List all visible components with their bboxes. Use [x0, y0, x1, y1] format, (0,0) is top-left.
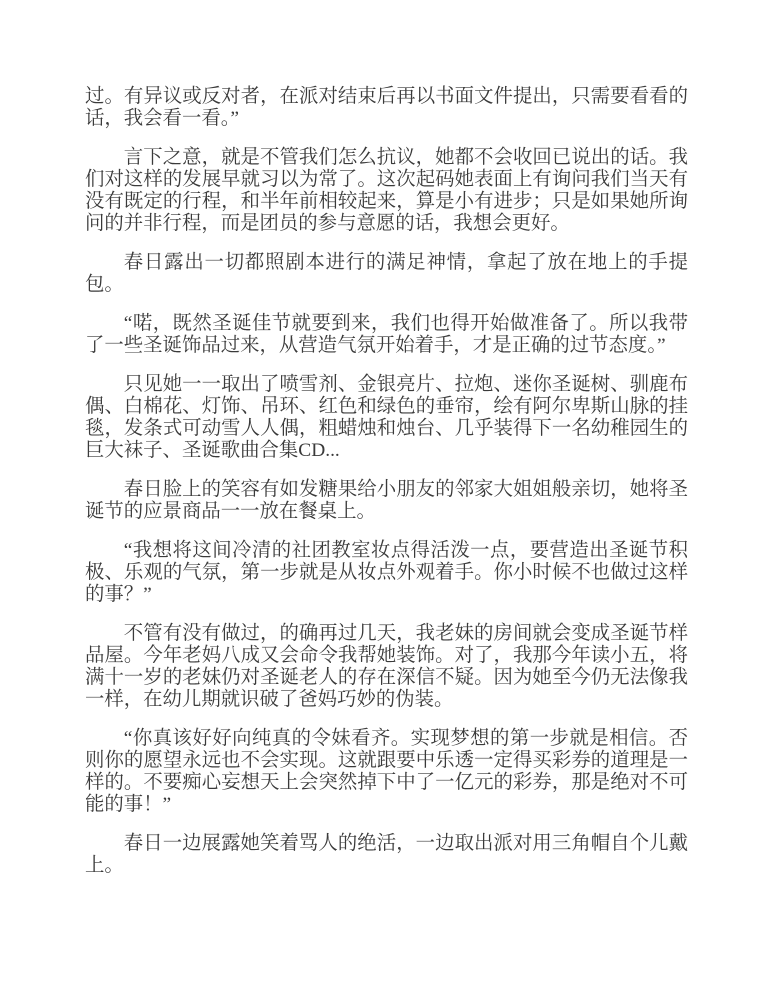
paragraph-4: “喏，既然圣诞佳节就要到来，我们也得开始做准备了。所以我带了一些圣诞饰品过来，从营造气氛开始着手，才是正确的过节态度。”	[85, 313, 688, 356]
paragraph-9: “你真该好好向纯真的令妹看齐。实现梦想的第一步就是相信。否则你的愿望永远也不会实现。这就跟要中乐透一定得买彩券的道理是一样的。不要痴心妄想天上会突然掉下中了一亿元的彩券，那是绝对不可能的事！”	[85, 728, 688, 815]
paragraph-8: 不管有没有做过，的确再过几天，我老妹的房间就会变成圣诞节样品屋。今年老妈八成又会命令我帮她装饰。对了，我那今年读小五，将满十一岁的老妹仍对圣诞老人的存在深信不疑。因为她至今仍无法像我一样，在幼儿期就识破了爸妈巧妙的伪装。	[85, 623, 688, 710]
paragraph-2: 言下之意，就是不管我们怎么抗议，她都不会收回已说出的话。我们对这样的发展早就习以为常了。这次起码她表面上有询问我们当天有没有既定的行程，和半年前相较起来，算是小有进步；只是如果她所询问的并非行程，而是团员的参与意愿的话，我想会更好。	[85, 147, 688, 234]
paragraph-5: 只见她一一取出了喷雪剂、金银亮片、拉炮、迷你圣诞树、驯鹿布偶、白棉花、灯饰、吊环、红色和绿色的垂帘，绘有阿尔卑斯山脉的挂毯，发条式可动雪人人偶，粗蜡烛和烛台、几乎装得下一名幼稚园生的巨大袜子、圣诞歌曲合集CD...	[85, 374, 688, 461]
text-block	[85, 86, 688, 877]
paragraph-1: 过。有异议或反对者，在派对结束后再以书面文件提出，只需要看看的话，我会看一看。”	[85, 86, 688, 129]
paragraph-7: “我想将这间冷清的社团教室妆点得活泼一点，要营造出圣诞节积极、乐观的气氛，第一步就是从妆点外观着手。你小时候不也做过这样的事？”	[85, 540, 688, 605]
paragraph-10: 春日一边展露她笑着骂人的绝活，一边取出派对用三角帽自个儿戴上。	[85, 833, 688, 876]
paragraph-3: 春日露出一切都照剧本进行的满足神情，拿起了放在地上的手提包。	[85, 252, 688, 295]
paragraph-6: 春日脸上的笑容有如发糖果给小朋友的邻家大姐姐般亲切，她将圣诞节的应景商品一一放在餐桌上。	[85, 479, 688, 522]
